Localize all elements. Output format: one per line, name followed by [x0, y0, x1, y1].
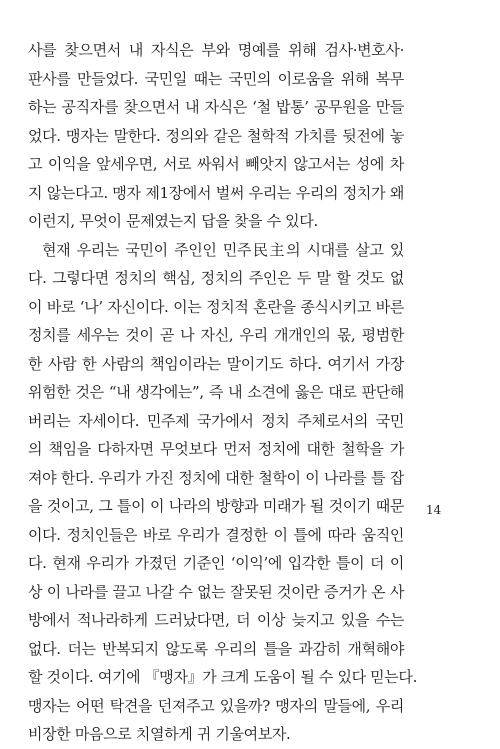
text-line: 지 않는다고. 맹자 제1장에서 벌써 우리는 우리의 정치가 왜: [28, 183, 404, 202]
text-line: 었다. 맹자는 말한다. 정의와 같은 철학적 가치를 뒷전에 놓: [28, 126, 404, 145]
text-line: 맹자는 어떤 탁견을 던져주고 있을까? 맹자의 말들에, 우리: [28, 696, 404, 715]
text-line: 정치를 세우는 것이 곧 나 자신, 우리 개개인의 몫, 평범한: [28, 326, 404, 344]
text-line: 비장한 마음으로 치열하게 귀 기울여보자.: [28, 725, 291, 743]
text-line: 버리는 자세이다. 민주제 국가에서 정치 주체로서의 국민: [28, 411, 404, 430]
text-line: 이다. 정치인들은 바로 우리가 결정한 이 틀에 따라 움직인: [28, 525, 404, 544]
text-line: 다. 그렇다면 정치의 핵심, 정치의 주인은 두 말 할 것도 없: [28, 269, 404, 287]
text-line: 이런지, 무엇이 문제였는지 답을 찾을 수 있다.: [28, 212, 318, 230]
text-line: 상 이 나라를 끌고 나갈 수 없는 잘못된 것이란 증거가 온 사: [28, 582, 404, 601]
text-line: 할 것이다. 여기에 『맹자』가 크게 도움이 될 수 있다 믿는다.: [28, 668, 417, 686]
page-number: 14: [426, 503, 442, 517]
paragraph-2: [28, 236, 417, 749]
text-line: 을 것이고, 그 틀이 이 나라의 방향과 미래가 될 것이기 때문: [28, 497, 404, 515]
text-line: 한 사람 한 사람의 책임이라는 말이기도 하다. 여기서 가장: [28, 354, 404, 373]
text-line: 판사를 만들었다. 국민일 때는 국민의 이로움을 위해 복무: [28, 69, 404, 88]
text-line: 의 책임을 다하자면 무엇보다 먼저 정치에 대한 철학을 가: [28, 440, 404, 458]
text-line: 고 이익을 앞세우면, 서로 싸워서 빼앗지 않고서는 성에 차: [28, 155, 404, 173]
text-line: 없다. 더는 반복되지 않도록 우리의 틀을 과감히 개혁해야: [28, 639, 404, 658]
text-line: 하는 공직자를 찾으면서 내 자식은 ‘철 밥통’ 공무원을 만들: [28, 98, 404, 116]
text-line: 져야 한다. 우리가 가진 정치에 대한 철학이 이 나라를 틀 잡: [28, 468, 404, 487]
text-line: 방에서 적나라하게 드러났다면, 더 이상 늦지고 있을 수는: [28, 611, 404, 629]
paragraph-1: [28, 36, 404, 236]
text-line: 이 바로 ‘나’ 자신이다. 이는 정치적 혼란을 종식시키고 바른: [28, 297, 404, 316]
text-line: 다. 현재 우리가 가졌던 기준인 ‘이익’에 입각한 틀이 더 이: [28, 554, 404, 572]
text-line: 위험한 것은 “내 생각에는”, 즉 내 소견에 옳은 대로 판단해: [28, 383, 404, 401]
text-line: 사를 찾으면서 내 자식은 부와 명예를 위해 검사·변호사·: [28, 41, 404, 59]
body-text: [28, 36, 417, 749]
text-line: 현재 우리는 국민이 주인인 민주民主의 시대를 살고 있: [42, 240, 404, 259]
